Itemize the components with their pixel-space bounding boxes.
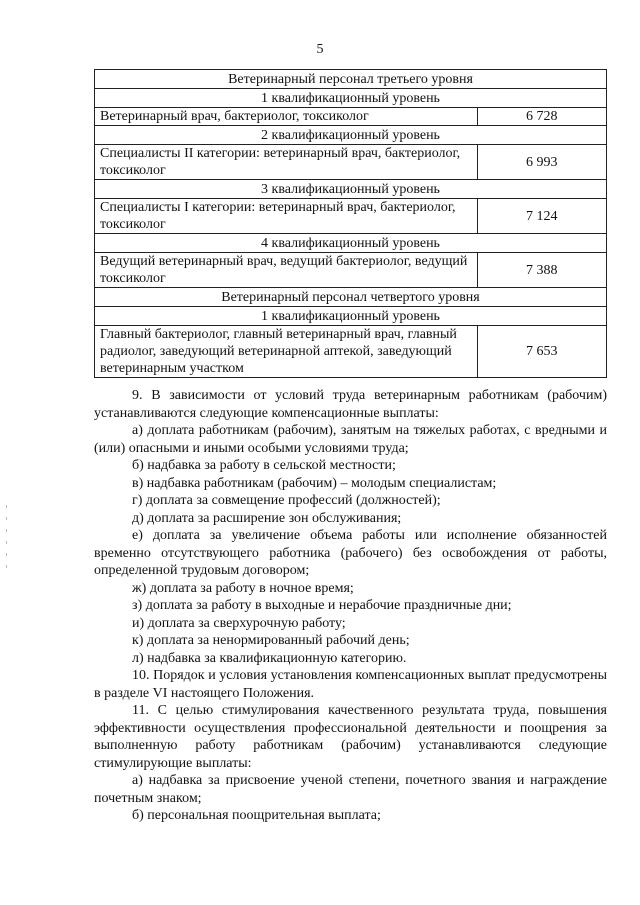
list-item: г) доплата за совмещение профессий (должностей); [132,493,441,508]
table-section-header-row [95,70,607,89]
paragraph: 10. Порядок и условия установления компенсационных выплат предусмотрены в разделе VI настоящего Положения. [94,668,607,701]
list-item: и) доплата за сверхурочную работу; [132,615,346,631]
paragraph: 11. С целью стимулирования качественного результата труда, повышения эффективности осуществления профессиональной деятельности и поощрения за выполненную работу работникам (рабочим) устанавливаются следующие стимулирующие выплаты: [94,703,607,771]
list-item: л) надбавка за квалификационную категорию. [132,650,407,666]
list-item: д) доплата за расширение зон обслуживания; [132,510,402,526]
salary-value-cell: 7 653 [477,326,606,378]
position-cell: Главный бактериолог, главный ветеринарный врач, главный радиолог, заведующий ветеринарной аптекой, заведующий ветеринарным участком [95,326,478,378]
table-section-header: Ветеринарный персонал третьего уровня [95,70,607,89]
paragraph: а) доплата работникам (рабочим), занятым на тяжелых работах, с вредными и (или) опасными и иными особыми условиями труда; [94,423,607,456]
page-number: 5 [316,42,324,57]
table-row [95,253,607,288]
salary-value-cell: 7 124 [477,199,606,234]
position-cell: Ветеринарный врач, бактериолог, токсиколог [95,108,478,126]
table-section-header-row [95,307,607,326]
table-section-header-row [95,180,607,199]
table-section-header-row [95,288,607,307]
table-row [95,108,607,126]
table-section-header: 1 квалификационный уровень [95,89,607,108]
document-body [94,387,607,825]
salary-value-cell: 6 993 [477,145,606,180]
salary-table [94,69,607,378]
table-section-header: 1 квалификационный уровень [95,307,607,326]
table-section-header-row [95,234,607,253]
position-cell: Ведущий ветеринарный врач, ведущий бактериолог, ведущий токсиколог [95,253,478,288]
list-item: з) доплата за работу в выходные и нерабочие праздничные дни; [132,598,512,613]
list-item: ж) доплата за работу в ночное время; [132,580,354,596]
table-row [95,326,607,378]
list-item: к) доплата за ненормированный рабочий день; [132,633,410,648]
table-section-header: 3 квалификационный уровень [95,180,607,199]
position-cell: Специалисты I категории: ветеринарный врач, бактериолог, токсиколог [95,199,478,234]
list-item: б) персональная поощрительная выплата; [132,808,381,823]
list-item: в) надбавка работникам (рабочим) – молодым специалистам; [132,475,497,491]
paragraph: а) надбавка за присвоение ученой степени, почетного звания и награждение почетным знаком; [94,773,607,806]
table-section-header-row [95,126,607,145]
table-row [95,199,607,234]
table-section-header: 2 квалификационный уровень [95,126,607,145]
paragraph: е) доплата за увеличение объема работы или исполнение обязанностей временно отсутствующего работника (рабочего) без освобождения от работы, определенной трудовым договором; [94,528,607,578]
salary-value-cell: 7 388 [477,253,606,288]
scan-margin-marks [6,505,10,585]
table-section-header-row [95,89,607,108]
table-section-header: Ветеринарный персонал четвертого уровня [95,288,607,307]
list-item: б) надбавка за работу в сельской местности; [132,458,396,473]
table-row [95,145,607,180]
table-section-header: 4 квалификационный уровень [95,234,607,253]
paragraph: 9. В зависимости от условий труда ветеринарным работникам (рабочим) устанавливаются следующие компенсационные выплаты: [94,388,607,421]
position-cell: Специалисты II категории: ветеринарный врач, бактериолог, токсиколог [95,145,478,180]
salary-value-cell: 6 728 [477,108,606,126]
salary-table-body [95,70,607,378]
